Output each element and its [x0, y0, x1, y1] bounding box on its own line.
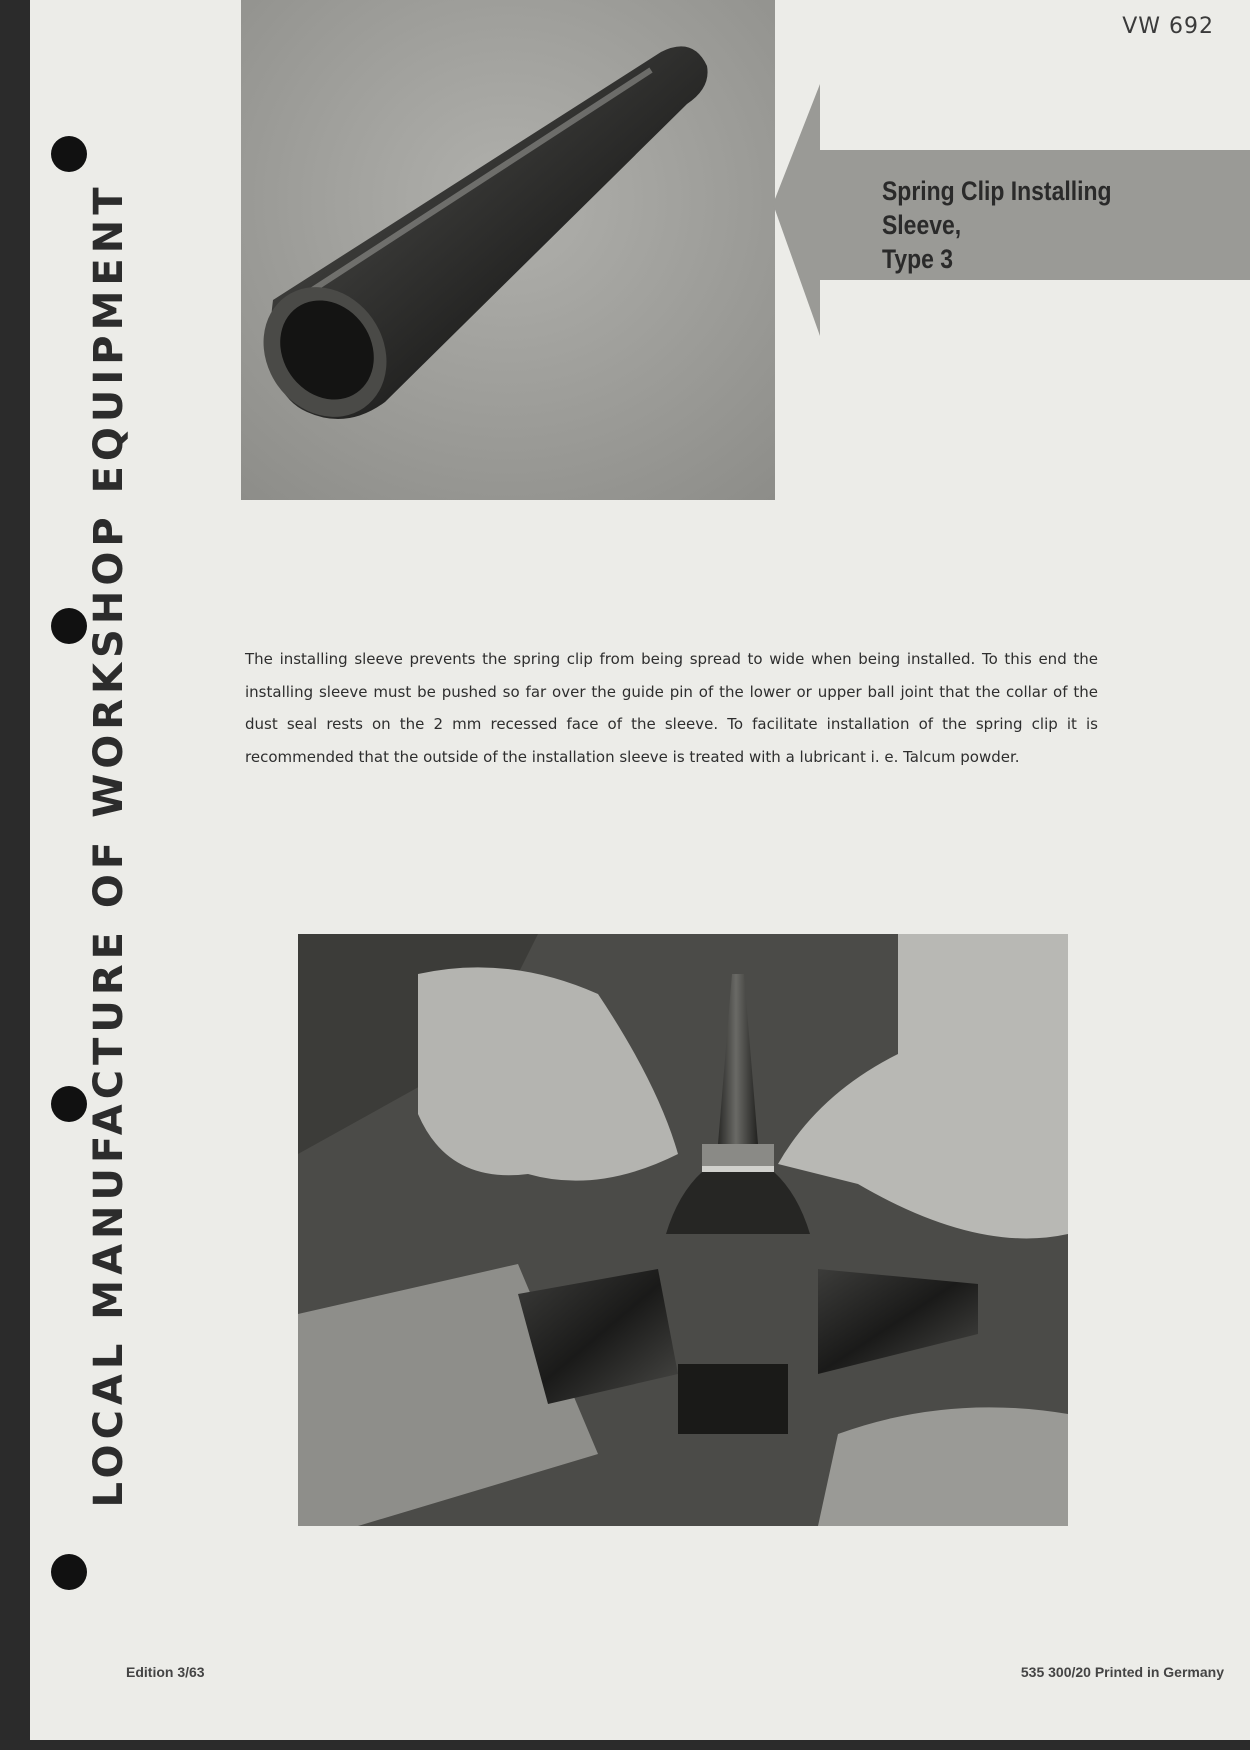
- print-info: 535 300/20 Printed in Germany: [1020, 1664, 1224, 1680]
- bottom-margin-strip: [0, 1740, 1250, 1750]
- punch-hole: [51, 608, 87, 644]
- punch-hole: [51, 1086, 87, 1122]
- installation-photo: [298, 934, 1068, 1526]
- edition-label: Edition 3/63: [126, 1664, 205, 1680]
- heading-line-2: Type 3: [882, 244, 954, 274]
- punch-hole: [51, 1554, 87, 1590]
- document-code: VW 692: [1122, 14, 1214, 39]
- sleeve-photo: [241, 0, 775, 500]
- heading-line-1: Spring Clip Installing Sleeve,: [882, 176, 1112, 240]
- arrow-heading: [882, 174, 1171, 276]
- left-margin-strip: [0, 0, 30, 1750]
- description-text: The installing sleeve prevents the spring clip from being spread to wide when being installed. To this end the installing sleeve must be pushed so far over the guide pin of the lower or upper ball joint that the collar of the dust seal rests on the 2 mm recessed face of the sleeve. To facilitate installation of the spring clip it is recommended that the outside of the installation sleeve is treated with a lubricant i. e. Talcum powder.: [245, 650, 1098, 766]
- side-title: LOCAL MANUFACTURE OF WORKSHOP EQUIPMENT: [86, 182, 132, 1508]
- punch-hole: [51, 136, 87, 172]
